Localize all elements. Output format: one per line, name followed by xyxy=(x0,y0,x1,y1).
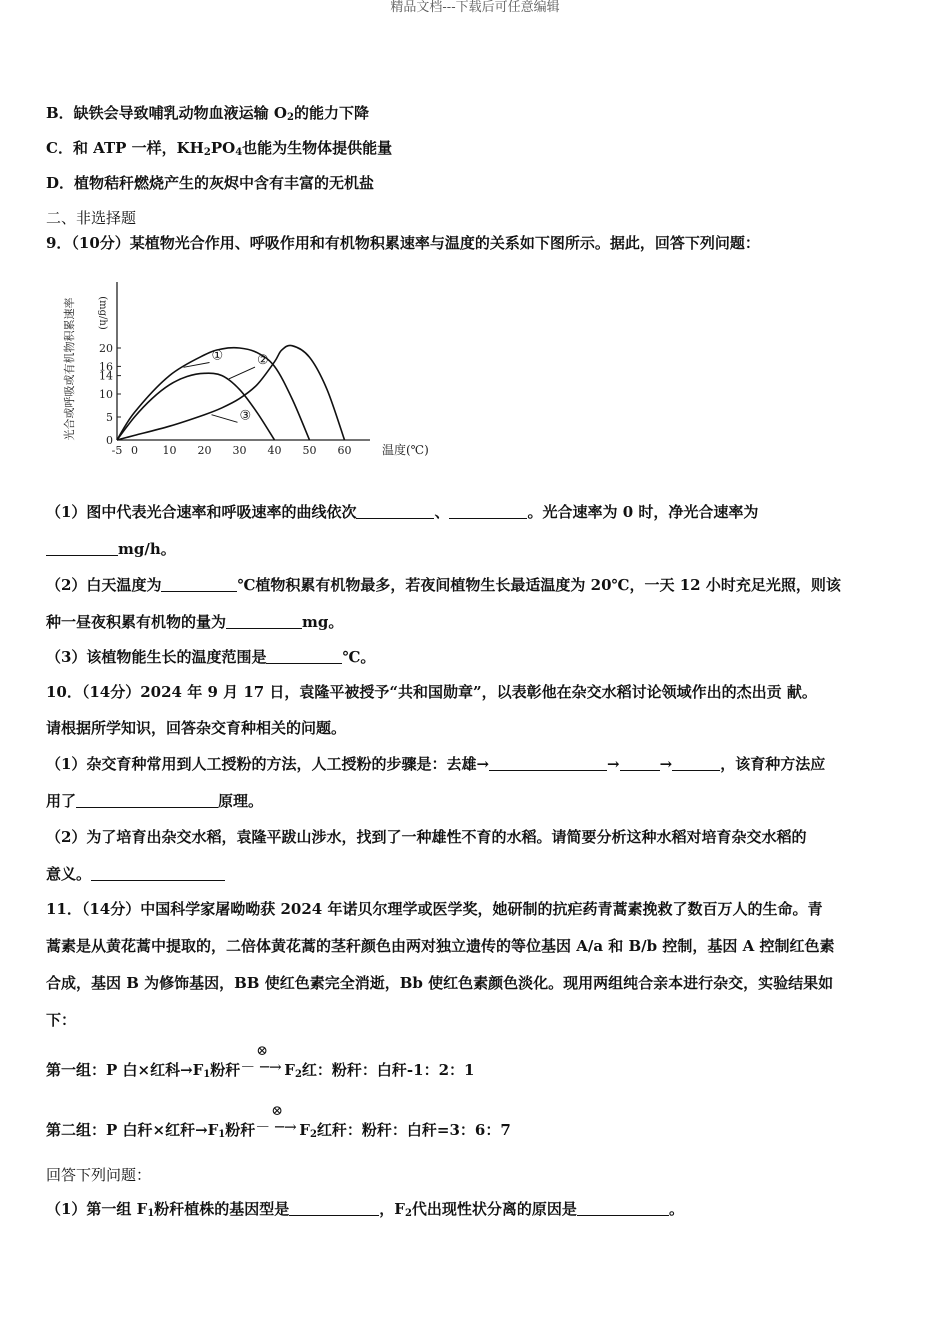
answer-blank[interactable] xyxy=(449,504,527,519)
x-tick-label: 40 xyxy=(267,444,282,457)
option-c: C．和 ATP 一样，$KH_2PO_4$也能为生物体提供能量 xyxy=(46,139,393,158)
answer-blank[interactable] xyxy=(489,756,607,771)
option-b: B．缺铁会导致哺乳动物血液运输 $O_2$的能力下降 xyxy=(46,104,369,123)
answer-prompt: 回答下列问题： xyxy=(46,1166,152,1184)
section-title: 二、非选择题 xyxy=(46,209,137,227)
answer-blank[interactable] xyxy=(226,614,302,629)
q9-sub1-line1: （1）图中代表光合速率和呼吸速率的曲线依次 、 。光合速率为 0 时，净光合速率为 xyxy=(46,503,759,521)
x-tick-label: 20 xyxy=(197,444,212,457)
q9-sub3: （3）该植物能生长的温度范围是 ℃。 xyxy=(46,648,376,666)
curve-label-leader xyxy=(212,415,238,423)
q10-stem-line2: 请根据所学知识，回答杂交育种相关的问题。 xyxy=(46,719,347,737)
y-axis-label: 光合或呼吸或有机物积累速率 xyxy=(63,297,76,441)
answer-blank[interactable] xyxy=(620,756,660,771)
answer-blank[interactable] xyxy=(577,1201,669,1216)
y-axis-unit: (mg/h) xyxy=(97,296,108,330)
q11-stem-line3: 合成，基因 B 为修饰基因，BB 使红色素完全消逝，Bb 使红色素颜色淡化。现用两组纯合亲本进行杂交，实验结果如 xyxy=(46,974,834,992)
y-tick-label: 10 xyxy=(99,388,113,401)
q9-sub2-line2: 种一昼夜积累有机物的量为 mg。 xyxy=(46,613,344,631)
q9-stem: 9．（10分）某植物光合作用、呼吸作用和有机物积累速率与温度的关系如下图所示。据此，回答下列问题： xyxy=(46,234,760,252)
option-d: D．植物秸秆燃烧产生的灰烬中含有丰富的无机盐 xyxy=(46,174,375,192)
curve-label-3: ③ xyxy=(239,408,252,424)
q11-stem-line2: 蒿素是从黄花蒿中提取的，二倍体黄花蒿的茎秆颜色由两对独立遗传的等位基因 A/a 和 B/b 控制，基因 A 控制红色素 xyxy=(46,937,835,955)
answer-blank[interactable] xyxy=(91,866,225,881)
answer-blank[interactable] xyxy=(266,649,342,664)
q10-stem-line1: 10．（14分）2024 年 9 月 17 日，袁隆平被授予“共和国勋章”，以表彰他在杂交水稻讨论领域作出的杰出贡 献。 xyxy=(46,683,817,701)
q10-sub2-line1: （2）为了培育出杂交水稻，袁隆平跋山涉水，找到了一种雄性不育的水稻。请简要分析这种水稻对培育杂交水稻的 xyxy=(46,828,807,846)
selfing-arrow: ⊗ － ─→ xyxy=(255,1103,297,1136)
answer-blank[interactable] xyxy=(161,577,237,592)
answer-blank[interactable] xyxy=(76,793,218,808)
curve-label-leader xyxy=(229,367,255,379)
q10-sub1-line2: 用了 原理。 xyxy=(46,792,264,810)
cross-group-1: 第一组：P 白×红科$\to F_1$粉秆 ⊗ － ─→ $F_2$红：粉秆：白秆-1：2：1 xyxy=(46,1043,475,1080)
answer-blank[interactable] xyxy=(356,504,434,519)
page-header: 精品文档---下载后可任意编辑 xyxy=(390,0,560,15)
x-tick-label: 30 xyxy=(232,444,247,457)
curve-2 xyxy=(117,373,275,440)
x-tick-label: 10 xyxy=(162,444,177,457)
q11-stem-line1: 11．（14分）中国科学家屠呦呦获 2024 年诺贝尔理学或医学奖，她研制的抗疟药青蒿素挽救了数百万人的生命。青 xyxy=(46,900,823,918)
y-tick-label: 0 xyxy=(106,434,113,447)
y-tick-label: 20 xyxy=(99,342,113,355)
y-tick-label: 16 xyxy=(99,360,113,374)
x-tick-label: -5 xyxy=(111,444,123,457)
y-tick-label: 14 xyxy=(99,369,113,383)
q10-sub1-line1: （1）杂交育种常用到人工授粉的方法，人工授粉的步骤是：去雄→ → → ，该育种方法应 xyxy=(46,755,826,773)
answer-blank[interactable] xyxy=(672,756,720,771)
curve-label-1: ① xyxy=(211,348,224,364)
q10-sub2-line2: 意义。 xyxy=(46,864,225,884)
x-tick-label: 60 xyxy=(337,444,352,457)
y-tick-label: 5 xyxy=(106,411,113,424)
curve-label-2: ② xyxy=(257,353,269,369)
q9-sub2-line1: （2）白天温度为 ℃植物积累有机物最多，若夜间植物生长最适温度为 20℃，一天 12 小时充足光照，则该 xyxy=(46,576,841,594)
q9-chart xyxy=(60,268,460,468)
cross-group-2: 第二组：P 白秆×红秆$\to F_1$粉秆 ⊗ － ─→ $F_2$红秆：粉秆：白秆=3：6：7 xyxy=(46,1103,511,1140)
answer-blank[interactable] xyxy=(289,1201,379,1216)
q9-sub1-line2: mg/h。 xyxy=(46,539,176,559)
q11-stem-line4: 下： xyxy=(46,1011,77,1029)
answer-blank[interactable] xyxy=(46,541,118,556)
selfing-arrow: ⊗ － ─→ xyxy=(240,1043,282,1076)
q11-sub1: （1）第一组 $F_1$粉秆植株的基因型是 ，$F_2$代出现性状分离的原因是 。 xyxy=(46,1200,684,1219)
x-tick-label: 50 xyxy=(302,444,317,457)
x-axis-label: 温度(℃) xyxy=(382,443,429,457)
x-tick-label: 0 xyxy=(131,444,138,457)
